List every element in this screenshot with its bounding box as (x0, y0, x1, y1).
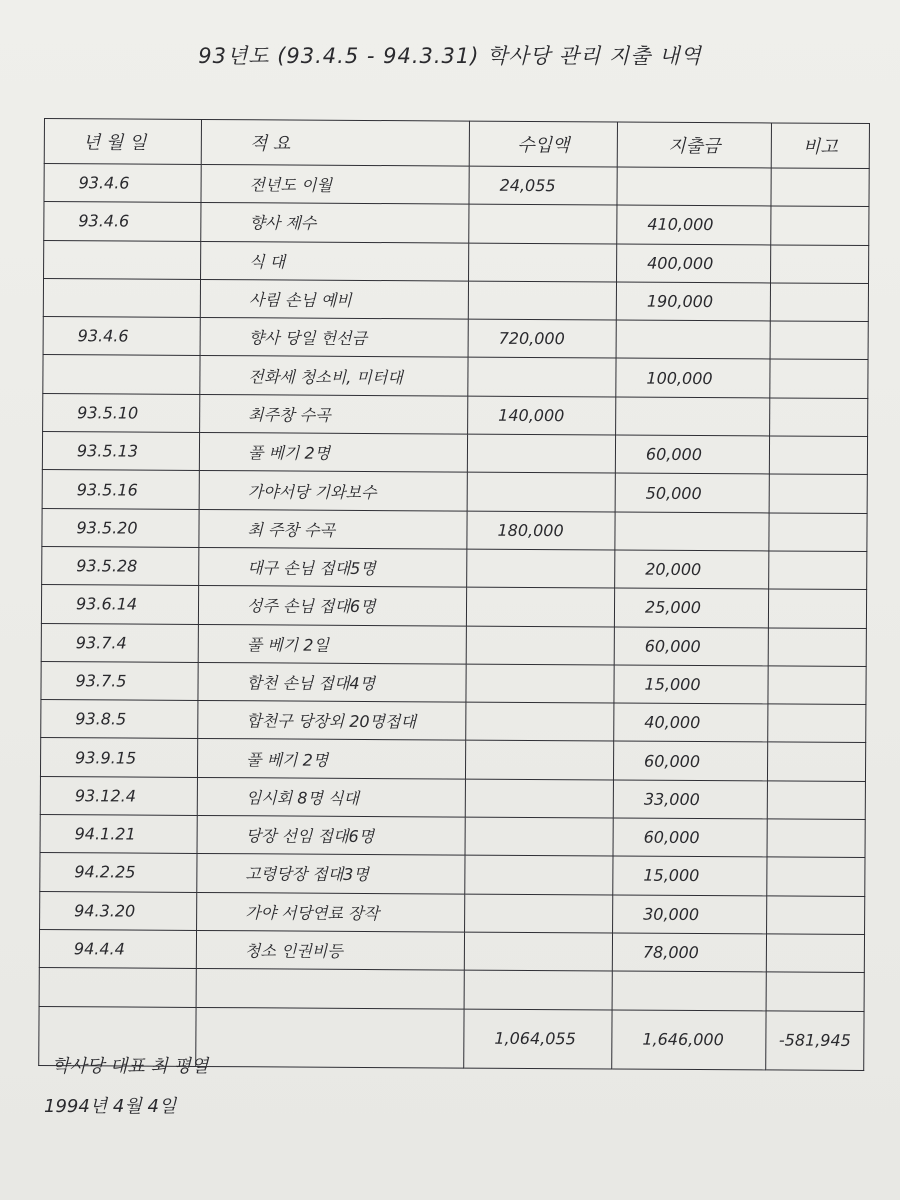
table-row (44, 164, 869, 207)
table-row (44, 202, 869, 245)
row-expense (616, 320, 770, 359)
row-description: 풀 베기 2일 (198, 624, 466, 664)
signature-date: 1994년 4월 4일 (44, 1096, 177, 1117)
row-income (468, 358, 616, 397)
row-expense: 25,000 (614, 588, 768, 627)
row-income: 24,055 (469, 166, 617, 205)
row-date: 93.4.6 (44, 164, 201, 203)
row-income (465, 894, 613, 933)
row-description: 가야서당 기와보수 (199, 471, 467, 511)
row-income (467, 549, 615, 588)
row-date: 93.5.20 (42, 508, 199, 547)
row-income (464, 932, 612, 971)
row-expense: 33,000 (613, 780, 767, 819)
row-note (767, 896, 865, 935)
row-description: 청소 인권비등 (196, 930, 464, 970)
row-expense (616, 397, 770, 436)
row-expense: 60,000 (614, 627, 768, 666)
table-row (39, 929, 864, 972)
row-date: 93.7.4 (41, 623, 198, 662)
row-expense: 15,000 (614, 665, 768, 704)
row-income (467, 434, 615, 473)
row-expense: 190,000 (616, 282, 770, 321)
header-description: 적 요 (201, 119, 469, 166)
row-date: 93.5.13 (42, 432, 199, 471)
row-date: 93.4.6 (44, 202, 201, 241)
table-row (43, 393, 868, 436)
row-expense: 40,000 (614, 703, 768, 742)
table-row (40, 815, 865, 858)
table-row (40, 776, 865, 819)
row-note (768, 666, 866, 705)
row-date: 94.2.25 (40, 853, 197, 892)
table-row (42, 432, 867, 475)
row-note (770, 283, 868, 322)
signer-line: 학사당 대표 최 평열 (52, 1056, 209, 1077)
row-note (769, 513, 867, 552)
row-income (465, 779, 613, 818)
row-description: 당장 선임 접대6명 (197, 815, 465, 855)
header-expense: 지출금 (617, 122, 771, 168)
total-expense: 1,646,000 (612, 1010, 766, 1070)
row-date: 93.6.14 (41, 585, 198, 624)
row-income (468, 281, 616, 320)
row-income (466, 626, 614, 665)
row-note (770, 321, 868, 360)
row-income (465, 817, 613, 856)
table-row (40, 853, 865, 896)
row-expense: 20,000 (615, 550, 769, 589)
table-row (39, 968, 864, 1011)
row-description: 최 주창 수곡 (199, 509, 467, 549)
row-expense (617, 167, 771, 206)
row-date (43, 355, 200, 394)
row-note (767, 781, 865, 820)
totals-desc-cell (196, 1007, 464, 1068)
row-description: 성주 손님 접대6명 (198, 586, 466, 626)
row-description: 합천 손님 접대4명 (198, 662, 466, 702)
row-income (466, 587, 614, 626)
row-description: 향사 당일 헌선금 (200, 318, 468, 358)
row-income (469, 204, 617, 243)
row-note (770, 398, 868, 437)
row-income (465, 855, 613, 894)
table-row (43, 355, 868, 398)
row-date (44, 240, 201, 279)
table-row (41, 661, 866, 704)
row-expense: 60,000 (613, 741, 767, 780)
row-note (769, 551, 867, 590)
row-note (766, 934, 864, 973)
header-date: 년 월 일 (44, 119, 201, 165)
row-description: 사림 손님 예비 (200, 279, 468, 319)
row-description: 전화세 청소비, 미터대 (200, 356, 468, 396)
row-income (464, 970, 612, 1009)
row-date (43, 278, 200, 317)
row-date: 93.12.4 (40, 776, 197, 815)
row-note (767, 742, 865, 781)
row-description: 합천구 당장외 20명접대 (198, 701, 466, 741)
row-date: 94.4.4 (39, 929, 196, 968)
table-row (42, 546, 867, 589)
row-expense: 400,000 (617, 244, 771, 283)
row-date: 94.1.21 (40, 815, 197, 854)
row-expense (612, 971, 766, 1010)
table-row (44, 240, 869, 283)
document-title: 93년도 (93.4.5 - 94.3.31) 학사당 관리 지출 내역 (198, 44, 702, 68)
row-income: 140,000 (468, 396, 616, 435)
row-description: 임시회 8명 식대 (197, 777, 465, 817)
header-row (44, 119, 869, 169)
table-row (43, 278, 868, 321)
row-note (768, 704, 866, 743)
row-description: 고령당장 접대3명 (197, 854, 465, 894)
row-expense (615, 512, 769, 551)
balance-note: -581,945 (766, 1010, 864, 1070)
row-income (469, 243, 617, 282)
row-note (768, 589, 866, 628)
row-expense: 60,000 (615, 435, 769, 474)
row-note (771, 245, 869, 284)
expense-ledger-table (38, 118, 870, 1071)
row-expense: 50,000 (615, 473, 769, 512)
row-date: 93.9.15 (40, 738, 197, 777)
row-description: 전년도 이월 (201, 164, 469, 204)
total-income: 1,064,055 (464, 1009, 612, 1069)
row-note (766, 972, 864, 1011)
row-date: 93.5.28 (42, 546, 199, 585)
row-note (771, 168, 869, 207)
row-income (466, 702, 614, 741)
table-row (41, 585, 866, 628)
row-description: 최주창 수곡 (200, 394, 468, 434)
table-row (41, 623, 866, 666)
row-note (770, 359, 868, 398)
table-row (40, 738, 865, 781)
row-description: 풀 베기 2명 (199, 433, 467, 473)
table-row (43, 317, 868, 360)
row-income (466, 664, 614, 703)
row-date: 93.8.5 (41, 700, 198, 739)
ledger-body (39, 164, 869, 1012)
table-row (41, 700, 866, 743)
row-income (465, 741, 613, 780)
row-expense: 30,000 (613, 895, 767, 934)
row-note (769, 436, 867, 475)
row-note (771, 206, 869, 245)
row-description (196, 969, 464, 1009)
table-row (42, 508, 867, 551)
row-income (467, 472, 615, 511)
table-row (40, 891, 865, 934)
row-expense: 15,000 (613, 856, 767, 895)
row-income: 180,000 (467, 511, 615, 550)
row-income: 720,000 (468, 319, 616, 358)
row-note (768, 627, 866, 666)
row-expense: 100,000 (616, 358, 770, 397)
row-description: 대구 손님 접대5명 (199, 547, 467, 587)
header-income: 수입액 (469, 121, 617, 167)
row-description: 풀 베기 2명 (197, 739, 465, 779)
row-date: 93.7.5 (41, 661, 198, 700)
row-note (769, 474, 867, 513)
row-date: 93.5.16 (42, 470, 199, 509)
row-date: 94.3.20 (40, 891, 197, 930)
row-date (39, 968, 196, 1007)
row-date: 93.5.10 (43, 393, 200, 432)
row-description: 가야 서당연료 장작 (197, 892, 465, 932)
row-note (767, 857, 865, 896)
header-note: 비고 (771, 123, 869, 169)
row-note (767, 819, 865, 858)
row-date: 93.4.6 (43, 317, 200, 356)
row-description: 식 대 (201, 241, 469, 281)
row-expense: 60,000 (613, 818, 767, 857)
row-description: 향사 제수 (201, 203, 469, 243)
row-expense: 78,000 (612, 933, 766, 972)
table-row (42, 470, 867, 513)
row-expense: 410,000 (617, 205, 771, 244)
